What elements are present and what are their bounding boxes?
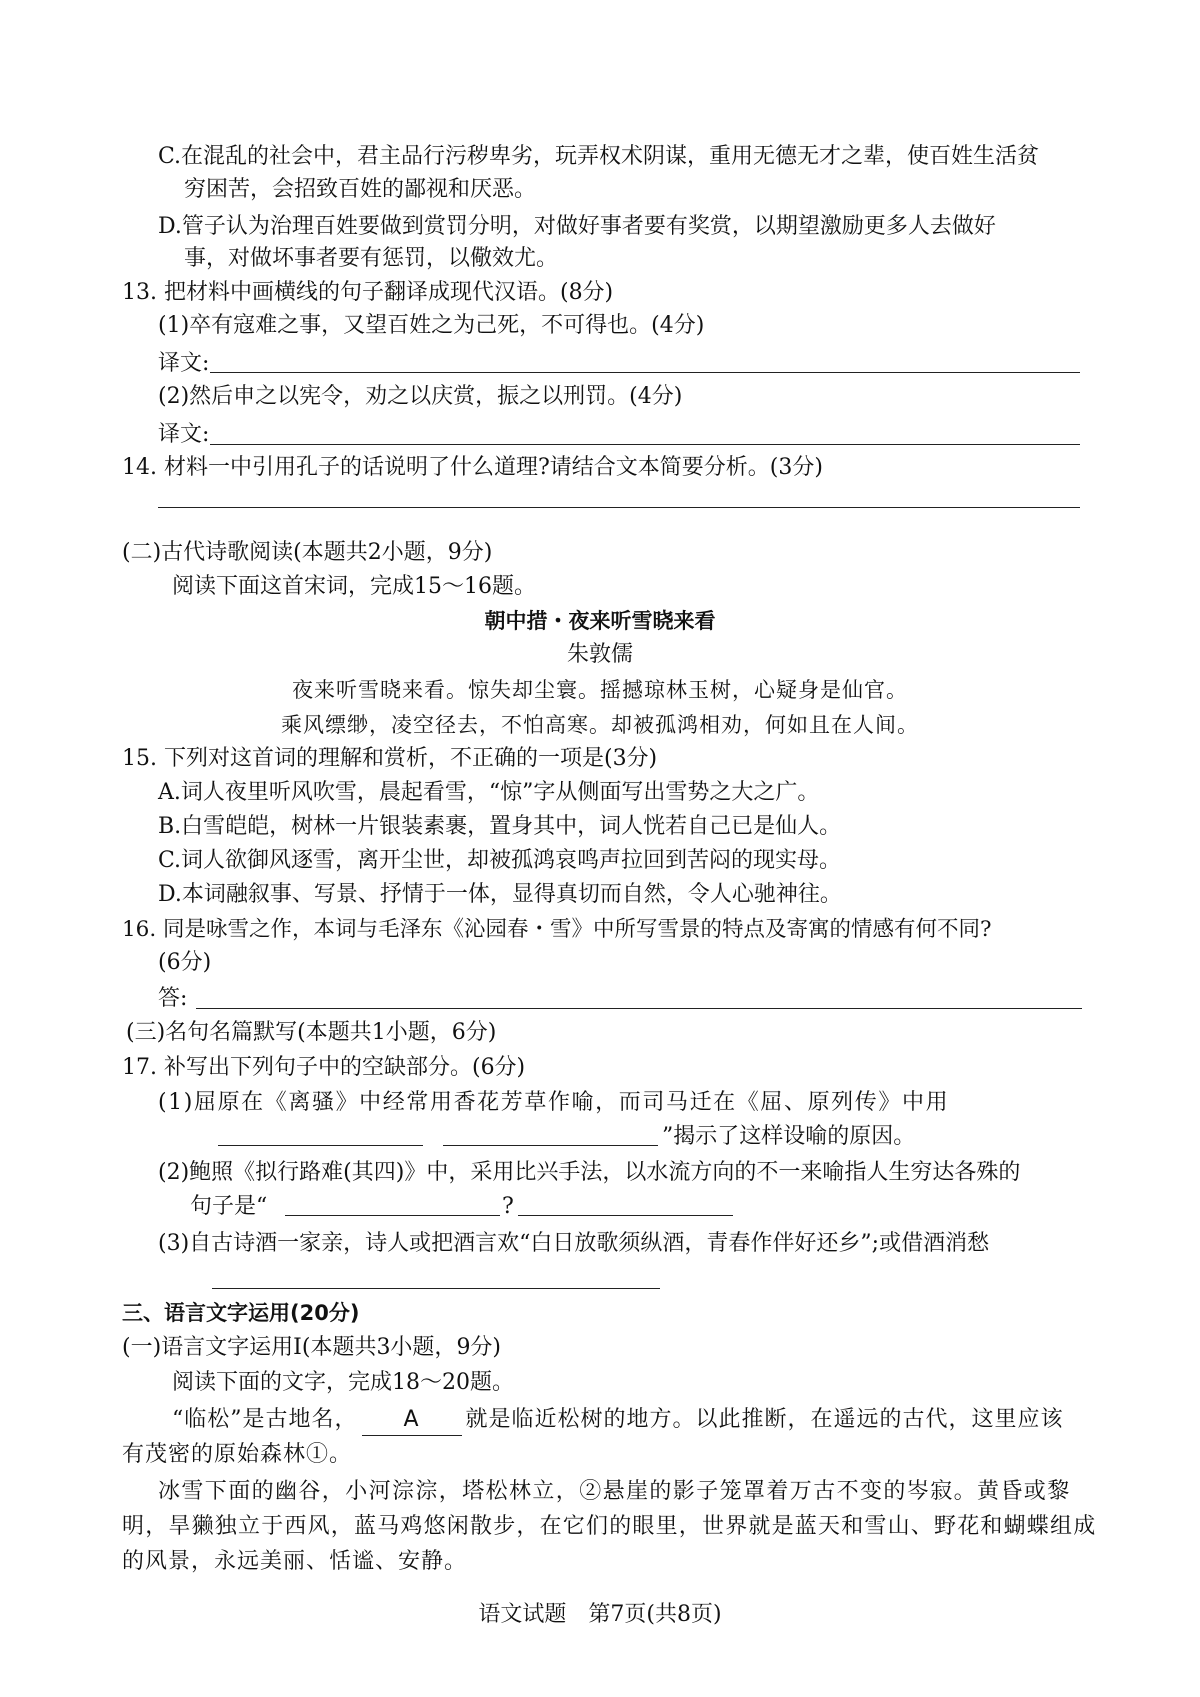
poem-title: 朝中措・夜来听雪晓来看 <box>484 609 716 633</box>
part-3-title: 三、语言文字运用(20分) <box>122 1301 360 1325</box>
q16-answer-label: 答: <box>158 986 188 1011</box>
q16-stem-line1: 16. 同是咏雪之作，本词与毛泽东《沁园春・雪》中所写雪景的特点及寄寓的情感有何不同? <box>122 917 992 942</box>
passage-p2-line2: 明，旱獭独立于西风，蓝马鸡悠闲散步，在它们的眼里，世界就是蓝天和雪山、野花和蝴蝶组成 <box>122 1514 1097 1539</box>
q12-option-d-line2: 事，对做坏事者要有惩罚，以儆效尤。 <box>184 246 559 271</box>
q17-s2-blank-2[interactable] <box>518 1215 733 1216</box>
q13-sentence-1: (1)卒有寇难之事，又望百姓之为己死，不可得也。(4分) <box>158 313 705 338</box>
q17-s2-line1: (2)鲍照《拟行路难(其四)》中，采用比兴手法，以水流方向的不一来喻指人生穷达各殊的 <box>158 1160 1021 1185</box>
q17-s1-line1: (1)屈原在《离骚》中经常用香花芳草作喻，而司马迁在《屈、原列传》中用 <box>158 1090 950 1115</box>
passage-p2-line1: 冰雪下面的幽谷，小河淙淙，塔松林立，②悬崖的影子笼罩着万古不变的岑寂。黄昏或黎 <box>158 1479 1071 1504</box>
q15-option-c: C.词人欲御风逐雪，离开尘世，却被孤鸿哀鸣声拉回到苦闷的现实母。 <box>158 848 842 873</box>
q12-option-c-line2: 穷困苦，会招致百姓的鄙视和厌恶。 <box>184 177 537 202</box>
q14-stem: 14. 材料一中引用孔子的话说明了什么道理?请结合文本简要分析。(3分) <box>122 455 823 480</box>
passage-p2-line3: 的风景，永远美丽、恬谧、安静。 <box>122 1549 468 1574</box>
q17-s2-line2-prefix: 句子是“ <box>190 1194 268 1219</box>
q13-sentence-2: (2)然后申之以宪令，劝之以庆赏，振之以刑罚。(4分) <box>158 384 683 409</box>
section-3-title: (三)名句名篇默写(本题共1小题，6分) <box>126 1020 497 1045</box>
q13-translation-label-2: 译文: <box>158 422 210 447</box>
q17-s3-line1: (3)自古诗酒一家亲，诗人或把酒言欢“白日放歌须纵酒，青春作伴好还乡”;或借酒消愁 <box>158 1231 990 1256</box>
q14-answer-line[interactable] <box>158 507 1080 508</box>
q15-option-a: A.词人夜里听风吹雪，晨起看雪，“惊”字从侧面写出雪势之大之广。 <box>158 780 820 805</box>
q13-stem: 13. 把材料中画横线的句子翻译成现代汉语。(8分) <box>122 280 614 305</box>
q15-option-b: B.白雪皑皑，树林一片银装素裹，置身其中，词人恍若自己已是仙人。 <box>158 814 842 839</box>
q13-answer-line-1[interactable] <box>210 372 1080 373</box>
blank-a[interactable] <box>362 1405 462 1436</box>
part-3-intro: 阅读下面的文字，完成18～20题。 <box>172 1370 514 1395</box>
q16-stem-line2: (6分) <box>158 950 212 975</box>
q13-answer-line-2[interactable] <box>210 444 1080 445</box>
poem-line-1: 夜来听雪晓来看。惊失却尘寰。摇撼琼林玉树，心疑身是仙官。 <box>292 678 908 702</box>
poem-author: 朱敦儒 <box>566 642 633 667</box>
passage-p1-continue: 就是临近松树的地方。以此推断，在遥远的古代，这里应该 <box>465 1407 1064 1432</box>
q17-s1-blank-2[interactable] <box>443 1145 658 1146</box>
q17-s2-question-mark: ? <box>502 1194 514 1219</box>
q15-stem: 15. 下列对这首词的理解和赏析，不正确的一项是(3分) <box>122 746 658 771</box>
section-2-title: (二)古代诗歌阅读(本题共2小题，9分) <box>122 540 493 565</box>
q13-translation-label-1: 译文: <box>158 351 210 376</box>
q15-option-d: D.本词融叙事、写景、抒情于一体，显得真切而自然，令人心驰神往。 <box>158 882 842 907</box>
passage-p1-line2: 有茂密的原始森林①。 <box>122 1442 353 1467</box>
poem-line-2: 乘风缥缈，凌空径去，不怕高寒。却被孤鸿相劝，何如且在人间。 <box>281 713 919 737</box>
q12-option-d-line1: D.管子认为治理百姓要做到赏罚分明，对做好事者要有奖赏，以期望激励更多人去做好 <box>158 214 996 239</box>
passage-p1-line1 <box>172 1405 1064 1436</box>
page-footer: 语文试题 第7页(共8页) <box>478 1602 722 1627</box>
q17-stem: 17. 补写出下列句子中的空缺部分。(6分) <box>122 1055 526 1080</box>
q17-s2-blank-1[interactable] <box>285 1215 500 1216</box>
q12-option-c-line1: C.在混乱的社会中，君主品行污秽卑劣，玩弄权术阴谋，重用无德无才之辈，使百姓生活贫 <box>158 144 1040 169</box>
q17-s1-line2: ”揭示了这样设喻的原因。 <box>662 1124 916 1149</box>
q17-s3-blank[interactable] <box>212 1288 660 1289</box>
passage-p1-start: “临松”是古地名， <box>172 1407 358 1432</box>
q17-s1-blank-1[interactable] <box>218 1145 423 1146</box>
part-3-subsection-title: (一)语言文字运用I(本题共3小题，9分) <box>122 1335 502 1360</box>
blank-a-label: A <box>403 1407 420 1432</box>
q16-answer-line[interactable] <box>196 1008 1082 1009</box>
section-2-intro: 阅读下面这首宋词，完成15～16题。 <box>172 574 536 599</box>
